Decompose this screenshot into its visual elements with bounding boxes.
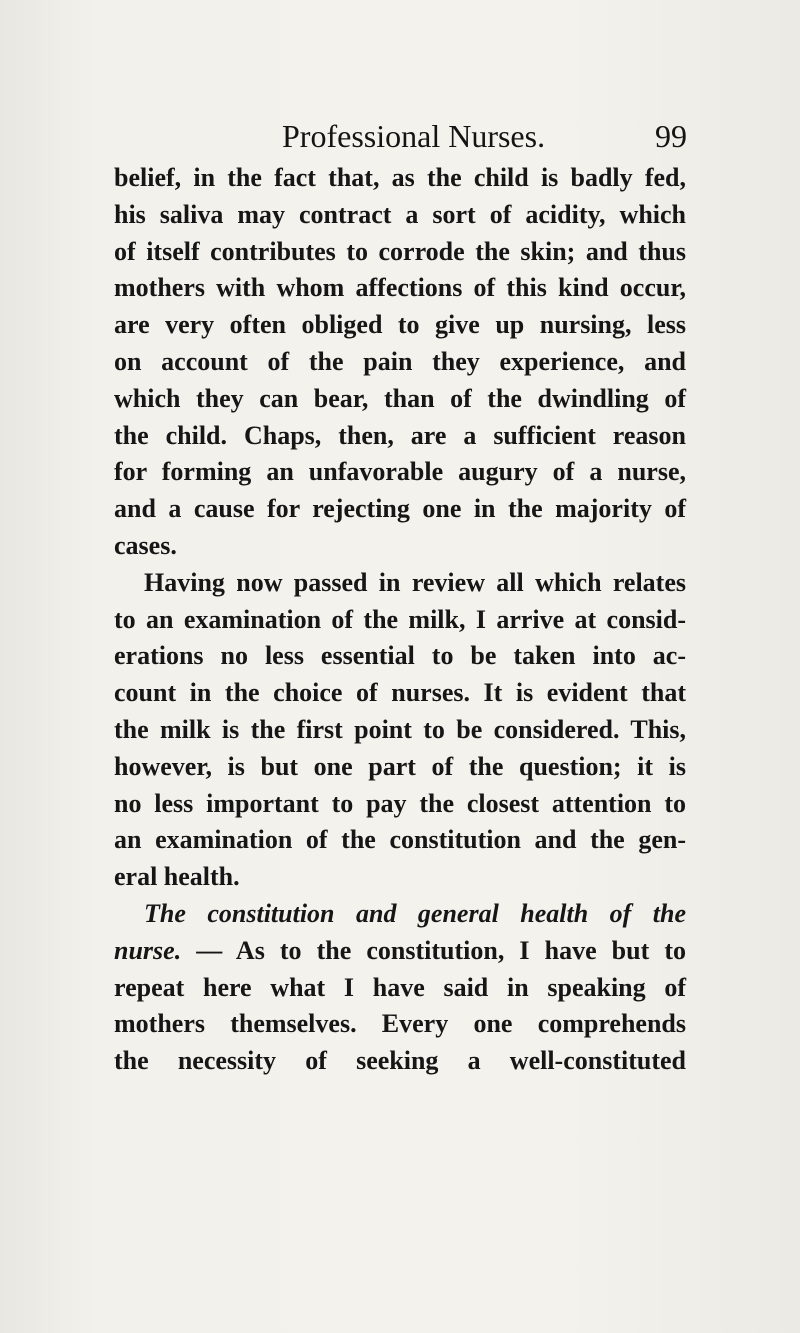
text-line: and a cause for rejecting one in the majority of	[114, 494, 686, 524]
running-title: Professional Nurses.	[282, 118, 546, 154]
section-heading-line	[114, 896, 686, 933]
text-line: to an examination of the milk, I arrive at consid-	[114, 604, 686, 634]
page-number: 99	[655, 118, 687, 154]
text-line: the milk is the first point to be considered. This,	[114, 714, 686, 744]
text-line: however, is but one part of the question; it is	[114, 751, 686, 781]
text-line: repeat here what I have said in speaking of	[114, 972, 686, 1002]
paragraph-start-line: Having now passed in review all which relates	[144, 567, 686, 597]
section-heading-italic-end: nurse.	[114, 935, 182, 965]
text-line: the child. Chaps, then, are a sufficient reason	[114, 420, 686, 450]
text-line: of itself contributes to corrode the skin; and thus	[114, 236, 686, 266]
text-line: on account of the pain they experience, and	[114, 346, 686, 376]
text-line: the necessity of seeking a well-constituted	[114, 1046, 686, 1076]
text-line: eral health.	[114, 862, 240, 892]
text-line: mothers themselves. Every one comprehends	[114, 1009, 686, 1039]
text-line: for forming an unfavorable augury of a nurse,	[114, 457, 686, 487]
text-line: his saliva may contract a sort of acidity, which	[114, 199, 686, 229]
text-line: count in the choice of nurses. It is evident that	[114, 678, 686, 708]
text-line: erations no less essential to be taken into ac-	[114, 641, 686, 671]
text-line: an examination of the constitution and the gen-	[114, 825, 686, 855]
section-heading-line	[114, 933, 686, 970]
text-line: cases.	[114, 530, 177, 560]
section-heading-rest: — As to the constitution, I have but to	[181, 935, 686, 965]
running-header	[0, 118, 800, 162]
text-line: are very often obliged to give up nursing, less	[114, 310, 686, 340]
text-line: which they can bear, than of the dwindling of	[114, 383, 686, 413]
page-body	[114, 160, 686, 1080]
text-line: mothers with whom affections of this kind occur,	[114, 273, 686, 303]
section-heading-italic: The constitution and general health of the	[144, 898, 686, 928]
text-line: belief, in the fact that, as the child is badly fed,	[114, 163, 686, 192]
text-line: no less important to pay the closest attention to	[114, 788, 686, 818]
